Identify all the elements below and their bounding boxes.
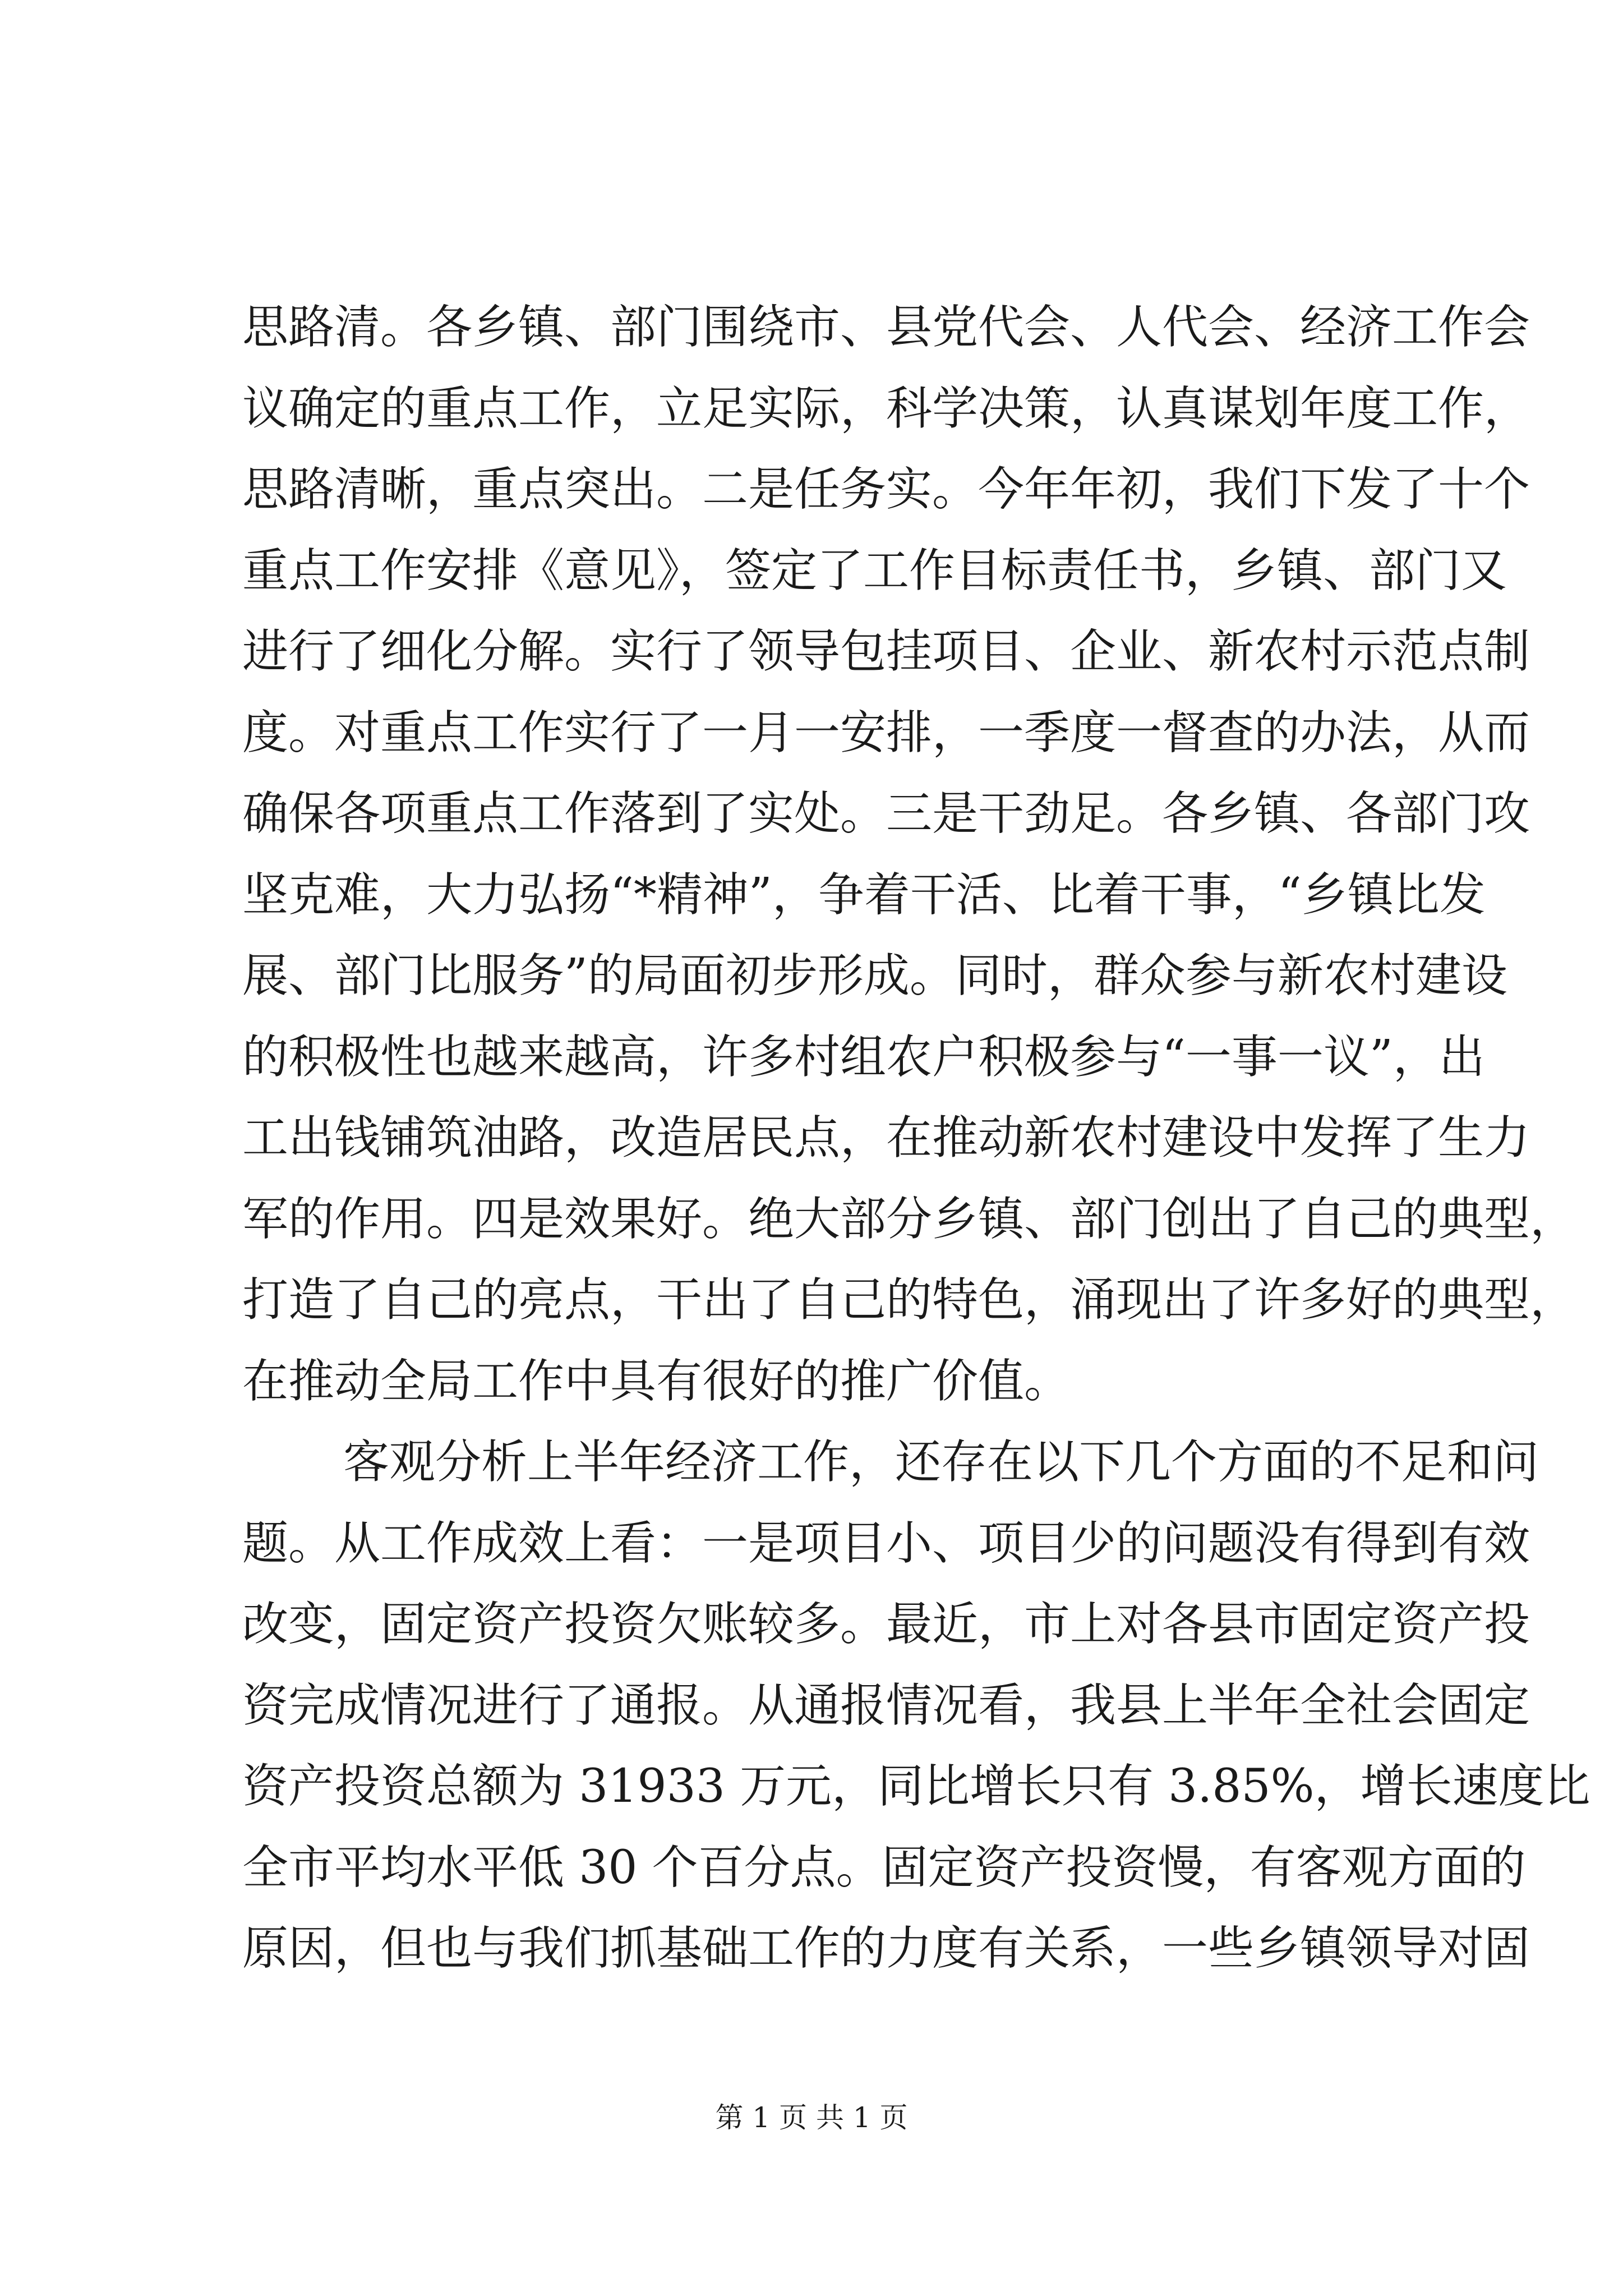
- text-line: 全市平均水平低 30 个百分点。固定资产投资慢，有客观方面的: [242, 1841, 1526, 1894]
- text-line: 资产投资总额为 31933 万元，同比增长只有 3.85%，增长速度比: [242, 1760, 1590, 1813]
- text-line: 议确定的重点工作，立足实际，科学决策，认真谋划年度工作，: [242, 381, 1530, 435]
- text-line: 展、部门比服务”的局面初步形成。同时，群众参与新农村建设: [242, 949, 1507, 1002]
- text-line: 确保各项重点工作落到了实处。三是干劲足。各乡镇、各部门攻: [242, 787, 1530, 840]
- text-line: 资完成情况进行了通报。从通报情况看，我县上半年全社会固定: [242, 1678, 1530, 1732]
- text-line: 题。从工作成效上看：一是项目小、项目少的问题没有得到有效: [242, 1516, 1530, 1570]
- text-line: 改变，固定资产投资欠账较多。最近，市上对各县市固定资产投: [242, 1598, 1530, 1651]
- paragraph-2: [242, 1422, 1590, 1990]
- page-footer: [0, 2101, 1623, 2134]
- page-number: 第 1 页 共 1 页: [715, 2101, 908, 2134]
- text-line: 的积极性也越来越高，许多村组农户积极参与“一事一议”，出: [242, 1030, 1485, 1084]
- text-line: 进行了细化分解。实行了领导包挂项目、企业、新农村示范点制: [242, 625, 1530, 678]
- text-line: 思路清晰，重点突出。二是任务实。今年年初，我们下发了十个: [242, 463, 1530, 516]
- document-body: [242, 287, 1590, 1990]
- text-line: 度。对重点工作实行了一月一安排，一季度一督查的办法，从而: [242, 706, 1530, 760]
- text-line: 军的作用。四是效果好。绝大部分乡镇、部门创出了自己的典型，: [242, 1192, 1576, 1246]
- text-line: 坚克难，大力弘扬“*精神”，争着干活、比着干事，“乡镇比发: [242, 868, 1486, 922]
- paragraph-1: [242, 287, 1576, 1422]
- text-line: 在推动全局工作中具有很好的推广价值。: [242, 1354, 1071, 1408]
- text-line: 思路清。各乡镇、部门围绕市、县党代会、人代会、经济工作会: [242, 301, 1530, 354]
- text-line: 工出钱铺筑油路，改造居民点，在推动新农村建设中发挥了生力: [242, 1111, 1530, 1165]
- text-line: 打造了自己的亮点，干出了自己的特色，涌现出了许多好的典型，: [242, 1273, 1576, 1327]
- text-line: 重点工作安排《意见》，签定了工作目标责任书，乡镇、部门又: [242, 544, 1507, 597]
- text-line: 原因，但也与我们抓基础工作的力度有关系，一些乡镇领导对固: [242, 1922, 1530, 1975]
- text-line: 客观分析上半年经济工作，还存在以下几个方面的不足和问: [343, 1435, 1539, 1489]
